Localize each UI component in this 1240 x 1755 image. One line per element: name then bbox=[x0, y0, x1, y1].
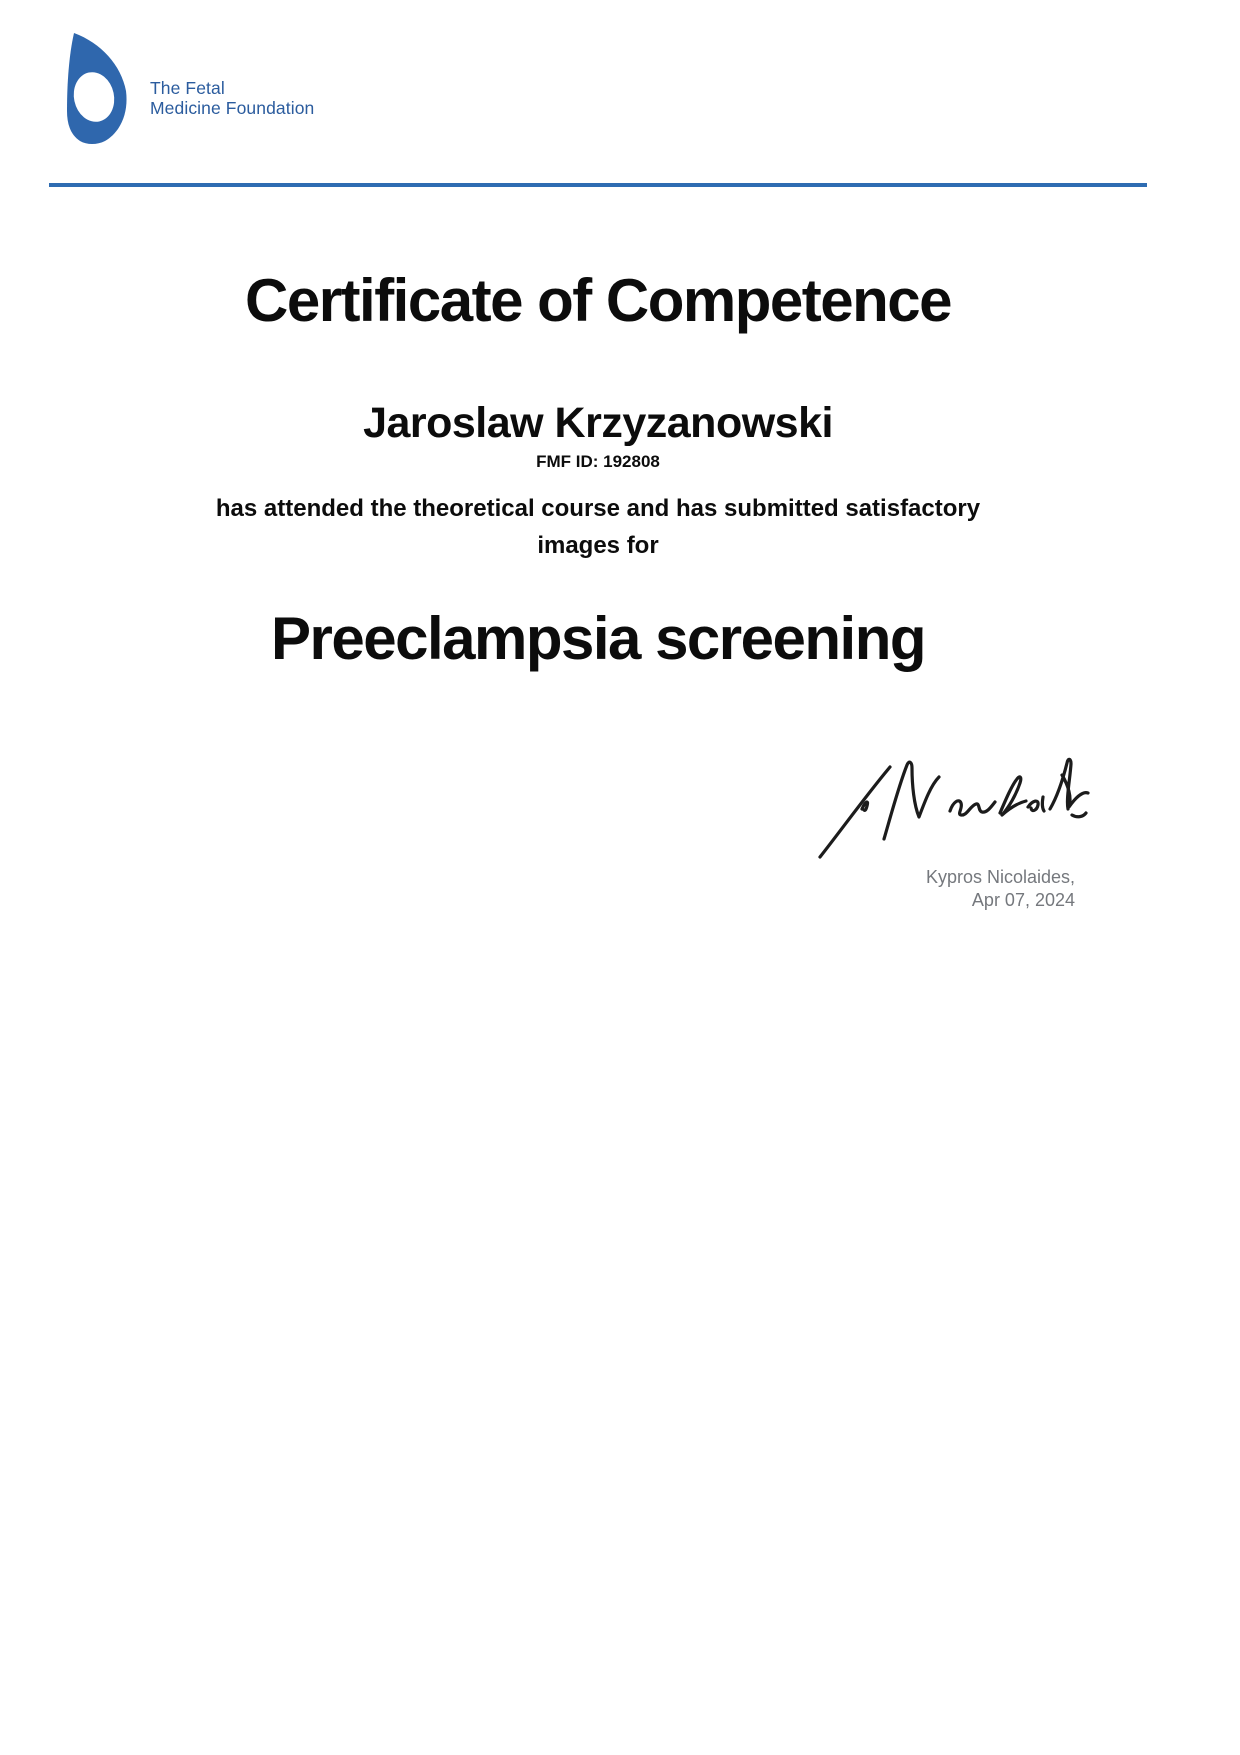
header-divider bbox=[49, 183, 1147, 187]
statement-line2: images for bbox=[537, 532, 659, 559]
course-title: Preeclampsia screening bbox=[270, 605, 926, 672]
recipient-name: Jaroslaw Krzyzanowski bbox=[363, 399, 833, 447]
signatory-name: Kypros Nicolaides, bbox=[925, 867, 1075, 887]
signature-ink bbox=[800, 727, 1090, 867]
statement-line1: has attended the theoretical course and has submitted satisfactory bbox=[215, 495, 981, 522]
signature-date: Apr 07, 2024 bbox=[971, 890, 1075, 910]
logo-wordmark bbox=[150, 78, 314, 118]
logo-wordmark-line2: Medicine Foundation bbox=[150, 98, 315, 118]
fmf-id: FMF ID: 192808 bbox=[536, 452, 660, 471]
certificate-title: Certificate of Competence bbox=[245, 267, 951, 334]
logo-wordmark-line1: The Fetal bbox=[150, 78, 225, 98]
signature-caption bbox=[926, 866, 1075, 912]
statement bbox=[49, 490, 1147, 564]
fmf-logo-icon bbox=[63, 33, 131, 145]
